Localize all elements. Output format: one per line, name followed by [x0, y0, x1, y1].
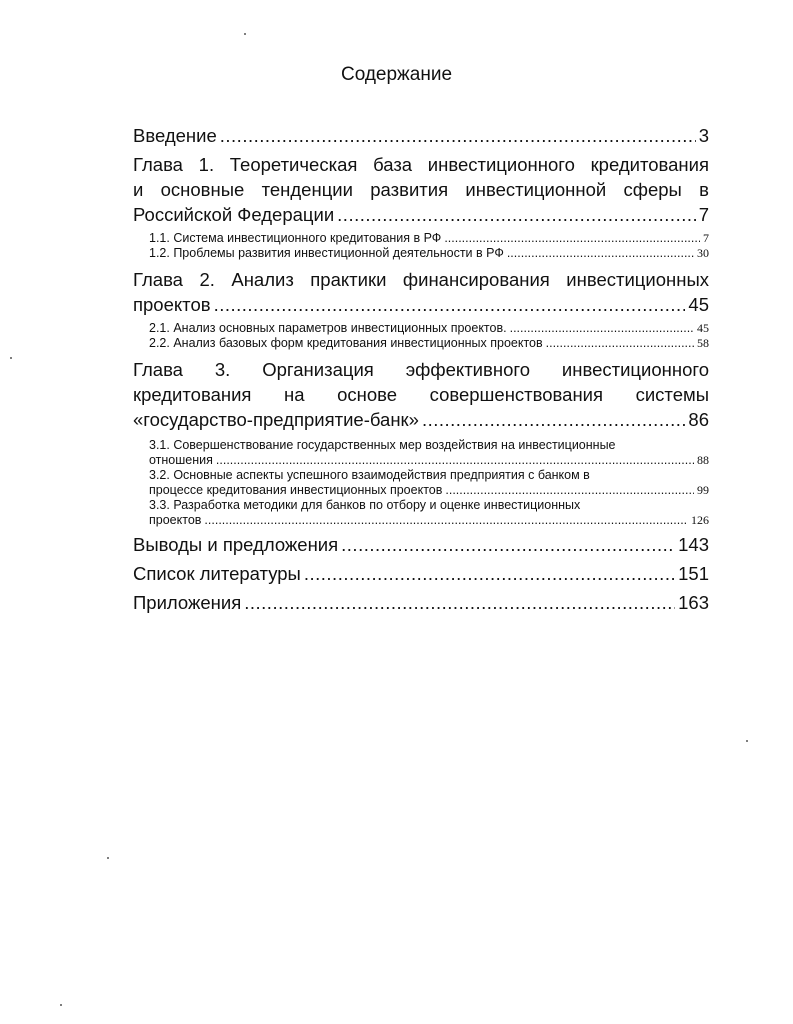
toc-section-2-2[interactable]	[133, 336, 709, 351]
toc-entry-literature[interactable]	[133, 561, 709, 586]
toc-page-number: 143	[678, 534, 709, 555]
toc-entry-appendix[interactable]	[133, 590, 709, 615]
scan-speck	[746, 740, 748, 742]
dot-leader	[204, 513, 688, 528]
toc-section-label: процессе кредитования инвестиционных проектов	[149, 483, 443, 497]
toc-page-number: 88	[697, 453, 709, 467]
toc-chapter-line: Российской Федерации	[133, 204, 335, 225]
dot-leader	[337, 202, 696, 227]
dot-leader	[507, 246, 694, 261]
toc-section-label: 3.2. Основные аспекты успешного взаимодействия предприятия с банком в	[149, 468, 590, 482]
toc-page-number: 30	[697, 246, 709, 260]
toc-page-number: 126	[691, 513, 709, 527]
toc-section-label: 1.1. Система инвестиционного кредитования в РФ	[149, 231, 442, 245]
toc-section-label: 3.1. Совершенствование государственных мер воздействия на инвестиционные	[149, 438, 616, 452]
toc-page-number: 45	[697, 321, 709, 335]
toc-chapter-line: Глава 2. Анализ практики финансирования инвестиционных	[133, 269, 709, 290]
scan-speck	[107, 857, 109, 859]
toc-section-label: отношения	[149, 453, 213, 467]
toc-section-label: 2.2. Анализ базовых форм кредитования инвестиционных проектов	[149, 336, 543, 350]
toc-section-1-2[interactable]	[133, 246, 709, 261]
toc-section-label: проектов	[149, 513, 202, 527]
toc-page-number: 3	[698, 125, 709, 146]
toc-section-1-1[interactable]	[133, 231, 709, 246]
dot-leader	[341, 532, 675, 557]
dot-leader	[445, 483, 694, 498]
toc-entry-label: Приложения	[133, 592, 242, 613]
toc-chapter-3[interactable]	[133, 357, 709, 432]
toc-entry-label: Список литературы	[133, 563, 301, 584]
dot-leader	[304, 561, 675, 586]
dot-leader	[510, 321, 694, 336]
table-of-contents	[133, 123, 709, 615]
page-title: Содержание	[340, 64, 453, 85]
dot-leader	[546, 336, 694, 351]
dot-leader	[220, 123, 696, 148]
toc-entry-intro[interactable]	[133, 123, 709, 148]
toc-chapter-line: и основные тенденции развития инвестиционной сферы в	[133, 179, 709, 200]
dot-leader	[422, 407, 685, 432]
toc-chapter-line: кредитования на основе совершенствования системы	[133, 384, 709, 405]
toc-page-number: 151	[678, 563, 709, 584]
dot-leader	[214, 292, 686, 317]
dot-leader	[444, 231, 700, 246]
toc-entry-label: Выводы и предложения	[133, 534, 339, 555]
toc-section-3-2[interactable]	[133, 468, 709, 498]
toc-entry-conclusions[interactable]	[133, 532, 709, 557]
toc-chapter-line: Глава 1. Теоретическая база инвестиционного кредитования	[133, 154, 709, 175]
toc-chapter-2[interactable]	[133, 267, 709, 317]
dot-leader	[244, 590, 675, 615]
toc-section-label: 2.1. Анализ основных параметров инвестиционных проектов.	[149, 321, 507, 335]
toc-page-number: 86	[688, 409, 709, 430]
toc-page-number: 163	[678, 592, 709, 613]
toc-page-number: 7	[703, 231, 709, 245]
scan-speck	[10, 357, 12, 359]
toc-section-label: 3.3. Разработка методики для банков по отбору и оценке инвестиционных	[149, 498, 581, 512]
toc-page-number: 45	[688, 294, 709, 315]
toc-section-3-3[interactable]	[133, 498, 709, 528]
toc-page-number: 99	[697, 483, 709, 497]
toc-chapter-line: Глава 3. Организация эффективного инвестиционного	[133, 359, 709, 380]
toc-section-label: 1.2. Проблемы развития инвестиционной деятельности в РФ	[149, 246, 504, 260]
toc-page-number: 7	[698, 204, 709, 225]
dot-leader	[216, 453, 694, 468]
toc-section-3-1[interactable]	[133, 438, 709, 468]
scan-speck	[244, 33, 246, 35]
toc-page-number: 58	[697, 336, 709, 350]
toc-chapter-line: проектов	[133, 294, 211, 315]
toc-chapter-1[interactable]	[133, 152, 709, 227]
toc-chapter-line: «государство-предприятие-банк»	[133, 409, 419, 430]
toc-section-2-1[interactable]	[133, 321, 709, 336]
toc-entry-label: Введение	[133, 125, 217, 146]
scan-speck	[60, 1004, 62, 1006]
